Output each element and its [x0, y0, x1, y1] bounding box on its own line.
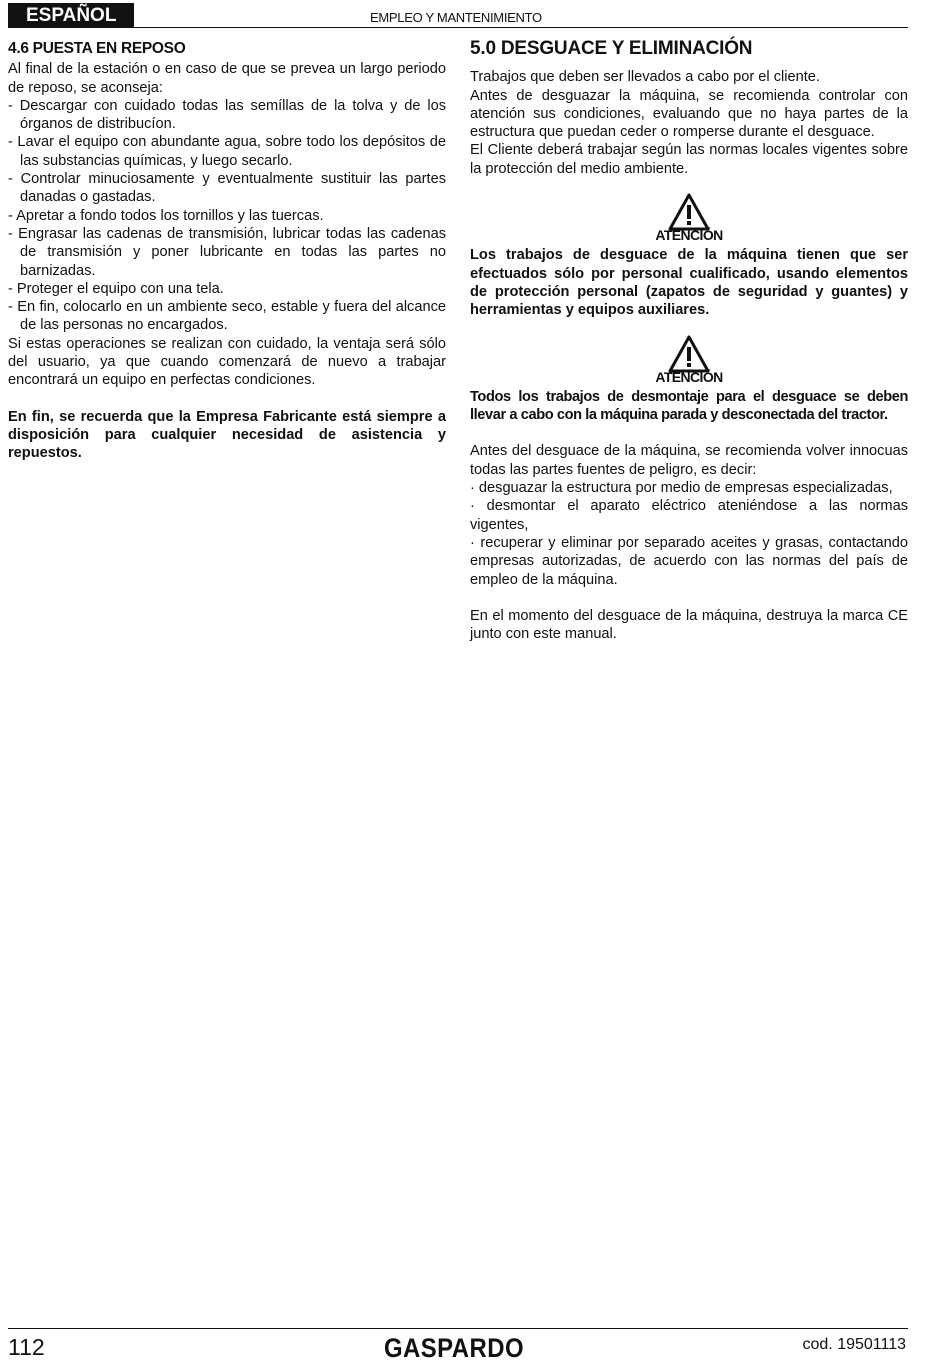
paragraph: El Cliente deberá trabajar según las normas locales vigentes sobre la protección del medio ambiente.	[470, 142, 908, 177]
assistance-note: En fin, se recuerda que la Empresa Fabricante está siempre a disposición para cualquier necesidad de asistencia y repuestos.	[8, 408, 446, 462]
section-heading-4-6: 4.6 PUESTA EN REPOSO	[8, 40, 186, 57]
warning-block	[470, 334, 908, 386]
right-column	[470, 40, 908, 643]
section-heading-5-0: 5.0 DESGUACE Y ELIMINACIÓN	[470, 38, 753, 59]
list-item: · desguazar la estructura por medio de empresas especializadas,	[470, 480, 893, 497]
paragraph: Antes del desguace de la máquina, se recomienda volver innocuas todas las partes fuentes de peligro, es decir:	[470, 443, 908, 478]
paragraph: En el momento del desguace de la máquina, destruya la marca CE junto con este manual.	[470, 607, 908, 643]
list-item: - Descargar con cuidado todas las semíllas de la tolva y de los órganos de distribucíon.	[8, 97, 446, 133]
closing-paragraph: Si estas operaciones se realizan con cuidado, la ventaja será sólo del usuario, ya que cuando comenzará de nuevo a trabajar encontrará un equipo en perfectas condiciones.	[8, 335, 446, 389]
language-tab: ESPAÑOL	[8, 3, 134, 28]
header-rule	[134, 27, 908, 28]
list-item: - Engrasar las cadenas de transmisión, lubricar todas las cadenas de transmisión y poner lubricante en todas las partes no barnizadas.	[8, 225, 446, 279]
list-item: - Lavar el equipo con abundante agua, sobre todo los depósitos de las substancias químicas, y luego secarlo.	[8, 134, 446, 169]
warning-label: ATENCIÓN	[655, 368, 723, 385]
list-item: · desmontar el aparato eléctrico ateniéndose a las normas vigentes,	[470, 498, 908, 533]
intro-paragraph: Al final de la estación o en caso de que se prevea un largo periodo de reposo, se aconseja:	[8, 61, 446, 96]
page-number: 112	[8, 1334, 45, 1360]
paragraph: Trabajos que deben ser llevados a cabo por el cliente.	[470, 69, 820, 86]
brand-logo	[384, 1333, 526, 1366]
brand-wordmark: GASPARDO	[384, 1333, 524, 1363]
footer-rule	[8, 1328, 908, 1329]
warning-text: Los trabajos de desguace de la máquina tienen que ser efectuados sólo por personal cualificado, usando elementos de protección personal (zapatos de seguridad y guantes) y herramientas y equipos auxiliares.	[470, 247, 908, 319]
warning-text: Todos los trabajos de desmontaje para el desguace se deben llevar a cabo con la máquina parada y desconectada del tractor.	[470, 388, 908, 424]
left-column	[8, 40, 446, 463]
list-item: - Proteger el equipo con una tela.	[8, 280, 224, 297]
paragraph: Antes de desguazar la máquina, se recomienda controlar con atención sus condiciones, evaluando que no haya partes de la estructura que puedan ceder o romperse durante el desguace.	[470, 87, 908, 141]
document-code: cod. 19501113	[802, 1336, 906, 1353]
list-item: · recuperar y eliminar por separado aceites y grasas, contactando empresas autorizadas, de acuerdo con las normas del país de empleo de la máquina.	[470, 534, 908, 588]
list-item: - Apretar a fondo todos los tornillos y las tuercas.	[8, 207, 324, 224]
warning-block	[470, 192, 908, 244]
running-header: EMPLEO Y MANTENIMIENTO	[370, 10, 542, 25]
list-item: - Controlar minuciosamente y eventualmente sustituir las partes danadas o gastadas.	[8, 171, 446, 206]
list-item: - En fin, colocarlo en un ambiente seco, estable y fuera del alcance de las personas no encargados.	[8, 299, 446, 334]
warning-label: ATENCIÓN	[655, 227, 723, 244]
